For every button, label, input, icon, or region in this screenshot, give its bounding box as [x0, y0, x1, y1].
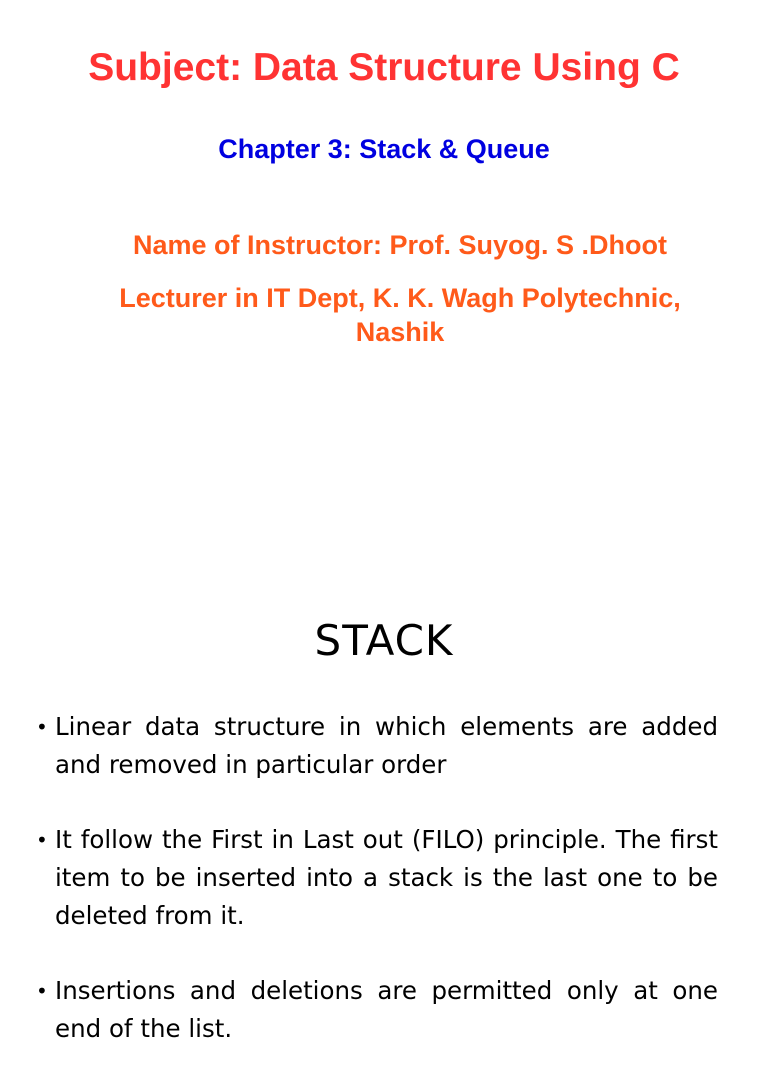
bullet-item [36, 708, 718, 784]
bullet-text: It follow the First in Last out (FILO) principle. The first item to be inserted into a stack is the last one to be deleted from it. [55, 825, 718, 930]
bullet-icon: • [36, 979, 48, 1003]
subject-heading: Subject: Data Structure Using C [88, 46, 680, 89]
lecturer-line-1: Lecturer in IT Dept, K. K. Wagh Polytechnic, [119, 283, 681, 313]
bullet-item [36, 972, 718, 1048]
lecturer-affiliation [16, 281, 784, 349]
stack-slide [0, 576, 768, 1043]
chapter-heading: Chapter 3: Stack & Queue [218, 134, 550, 164]
bullet-item [36, 821, 718, 935]
bullet-text: Linear data structure in which elements are added and removed in particular order [55, 712, 718, 779]
bullet-text: Insertions and deletions are permitted only at one end of the list. [55, 976, 718, 1043]
stack-title: STACK [314, 616, 454, 665]
bullet-list [36, 708, 718, 1085]
bullet-icon: • [36, 828, 48, 852]
instructor-name: Name of Instructor: Prof. Suyog. S .Dhoot [132, 230, 667, 260]
bullet-icon: • [36, 715, 48, 739]
lecturer-line-2: Nashik [355, 317, 445, 347]
